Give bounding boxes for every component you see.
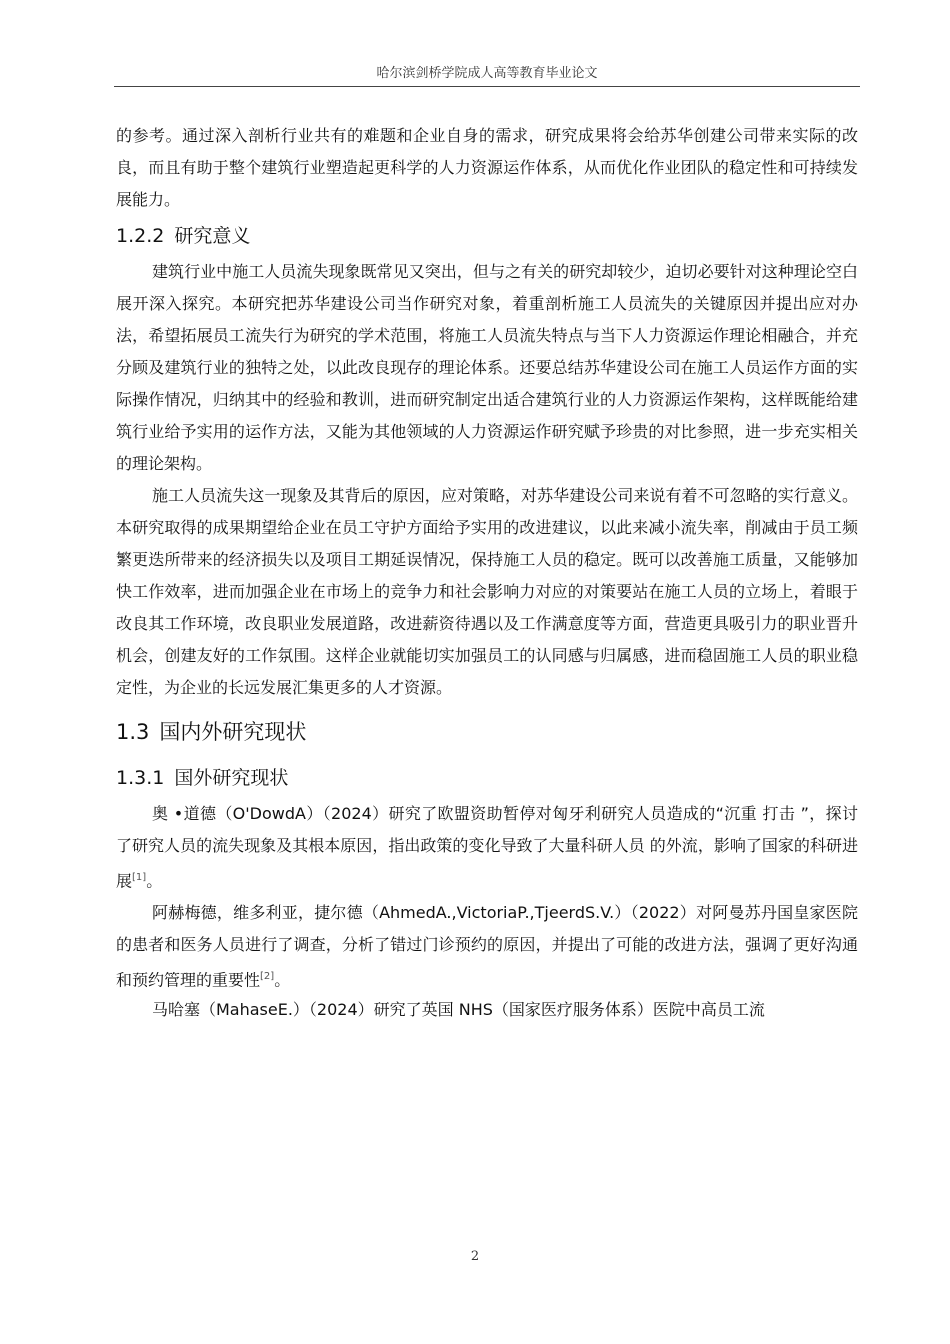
reference-paragraph-1 (116, 798, 858, 897)
heading-1-2-2 (116, 216, 858, 256)
paragraph-significance-1: 建筑行业中施工人员流失现象既常见又突出，但与之有关的研究却较少，迫切必要针对这种理论空白展开深入探究。本研究把苏华建设公司当作研究对象，着重剖析施工人员流失的关键原因并提出应对办法，希望拓展员工流失行为研究的学术范围，将施工人员流失特点与当下人力资源运作理论相融合，并充分顾及建筑行业的独特之处，以此改良现存的理论体系。还要总结苏华建设公司在施工人员运作方面的实际操作情况，归纳其中的经验和教训，进而研究制定出适合建筑行业的人力资源运作架构，这样既能给建筑行业给予实用的运作方法，又能为其他领域的人力资源运作研究赋予珍贵的对比参照，进一步充实相关的理论架构。 (116, 262, 858, 473)
document-body (116, 120, 858, 1021)
paragraph-intro-tail: 的参考。通过深入剖析行业共有的难题和企业自身的需求，研究成果将会给苏华创建公司带来实际的改良，而且有助于整个建筑行业塑造起更科学的人力资源运作体系，从而优化作业团队的稳定性和可持续发展能力。 (116, 126, 858, 209)
heading-title: 国内外研究现状 (159, 720, 307, 744)
reference-text: 奥 •道德（O'DowdA）（2024）研究了欧盟资助暂停对匈牙利研究人员造成的“沉重 打击 ”，探讨了研究人员的流失现象及其根本原因，指出政策的变化导致了大量科研人员 的外流，影响了国家的科研进展 (116, 804, 858, 891)
page-number: 2 (470, 1249, 480, 1264)
heading-1-3-1 (116, 758, 858, 798)
reference-paragraph-2 (116, 897, 858, 996)
paragraph-significance-2: 施工人员流失这一现象及其背后的原因，应对策略，对苏华建设公司来说有着不可忽略的实行意义。本研究取得的成果期望给企业在员工守护方面给予实用的改进建议，以此来减小流失率，削减由于员工频繁更迭所带来的经济损失以及项目工期延误情况，保持施工人员的稳定。既可以改善施工质量，又能够加快工作效率，进而加强企业在市场上的竞争力和社会影响力对应的对策要站在施工人员的立场上，着眼于改良其工作环境，改良职业发展道路，改进薪资待遇以及工作满意度等方面，营造更具吸引力的职业晋升机会，创建友好的工作氛围。这样企业就能切实加强员工的认同感与归属感，进而稳固施工人员的职业稳定性，为企业的长远发展汇集更多的人才资源。 (116, 486, 858, 697)
reference-end: 。 (146, 871, 163, 891)
citation-marker[interactable]: [1] (132, 872, 147, 883)
heading-1-3 (116, 710, 858, 754)
heading-title: 国外研究现状 (174, 767, 289, 789)
heading-number: 1.2.2 (116, 225, 165, 247)
reference-end: 。 (274, 970, 291, 990)
citation-marker[interactable]: [2] (260, 971, 275, 983)
reference-paragraph-3-partial: 马哈塞（MahaseE.）（2024）研究了英国 NHS（国家医疗服务体系）医院中高员工流 (152, 999, 765, 1019)
heading-number: 1.3 (116, 720, 150, 744)
reference-text: 阿赫梅德，维多利亚，捷尔德（AhmedA.,VictoriaP.,TjeerdS.V.）（2022）对阿曼苏丹国皇家医院的患者和医务人员进行了调查，分析了错过门诊预约的原因，并提出了可能的改进方法，强调了更好沟通和预约管理的重要性 (116, 903, 858, 990)
header-divider (114, 86, 860, 87)
heading-title: 研究意义 (174, 225, 251, 247)
page-header: 哈尔滨剑桥学院成人高等教育毕业论文 (376, 66, 598, 81)
heading-number: 1.3.1 (116, 767, 165, 789)
